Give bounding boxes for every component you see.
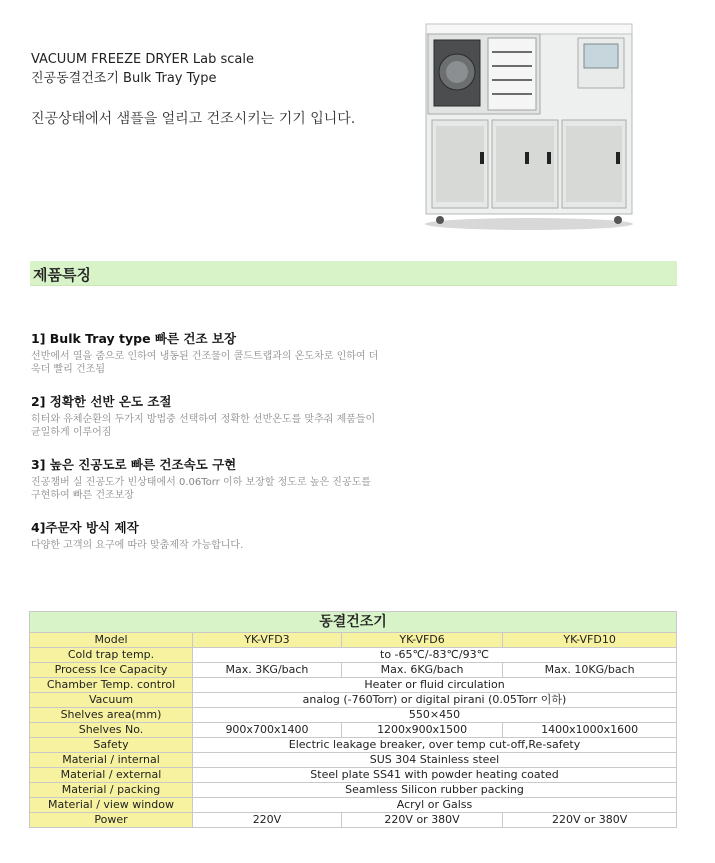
- row-label: Material / view window: [30, 798, 193, 813]
- model-header: YK-VFD6: [341, 633, 502, 648]
- feature-title: 2] 정확한 선반 온도 조절: [31, 394, 172, 409]
- feature-description: 진공챔버 실 진공도가 빈상태에서 0.06Torr 이하 보장할 정도로 높은 진공도를 구현하여 빠른 건조보장: [31, 477, 371, 501]
- row-value: Max. 10KG/bach: [503, 663, 677, 678]
- row-label: Process Ice Capacity: [30, 663, 193, 678]
- row-value: Heater or fluid circulation: [193, 678, 677, 693]
- row-label: Power: [30, 813, 193, 828]
- table-row: [30, 768, 677, 783]
- feature-item: [31, 456, 381, 502]
- row-label: Safety: [30, 738, 193, 753]
- row-value: 1200x900x1500: [341, 723, 502, 738]
- model-header: YK-VFD3: [193, 633, 342, 648]
- intro: [31, 50, 355, 129]
- table-row: [30, 783, 677, 798]
- row-label: Shelves area(mm): [30, 708, 193, 723]
- product-description: 진공상태에서 샘플을 얼리고 건조시키는 기기 입니다.: [31, 111, 356, 127]
- row-label: Material / external: [30, 768, 193, 783]
- row-value: Seamless Silicon rubber packing: [193, 783, 677, 798]
- spec-table: [29, 611, 677, 828]
- table-row: [30, 723, 677, 738]
- row-label: Material / internal: [30, 753, 193, 768]
- row-value: Max. 6KG/bach: [341, 663, 502, 678]
- row-value: 220V or 380V: [503, 813, 677, 828]
- row-value: 550×450: [193, 708, 677, 723]
- feature-item: [31, 330, 381, 376]
- table-row: [30, 693, 677, 708]
- feature-item: [31, 393, 381, 439]
- row-value: 900x700x1400: [193, 723, 342, 738]
- row-value: to -65℃/-83℃/93℃: [193, 648, 677, 663]
- table-title: 동결건조기: [30, 612, 677, 633]
- table-header-row: [30, 633, 677, 648]
- row-label: Material / packing: [30, 783, 193, 798]
- feature-list: [31, 330, 381, 569]
- table-row: [30, 738, 677, 753]
- row-value: 220V: [193, 813, 342, 828]
- row-value: analog (-760Torr) or digital pirani (0.05Torr 이하): [193, 693, 677, 708]
- table-title-row: [30, 612, 677, 633]
- table-row: [30, 708, 677, 723]
- product-title-en: VACUUM FREEZE DRYER Lab scale: [31, 52, 254, 67]
- feature-description: 히터와 유체순환의 두가지 방법중 선택하여 정확한 선반온도를 맞추줘 제품들이 균일하게 이루어짐: [31, 414, 376, 438]
- row-label: Shelves No.: [30, 723, 193, 738]
- model-header: YK-VFD10: [503, 633, 677, 648]
- section-header: [30, 261, 677, 286]
- row-value: 220V or 380V: [341, 813, 502, 828]
- feature-title: 1] Bulk Tray type 빠른 건조 보장: [31, 331, 237, 346]
- feature-item: [31, 519, 381, 552]
- section-title: 제품특징: [33, 266, 91, 284]
- row-value: Electric leakage breaker, over temp cut-off,Re-safety: [193, 738, 677, 753]
- table-row: [30, 678, 677, 693]
- row-value: 1400x1000x1600: [503, 723, 677, 738]
- feature-description: 선반에서 열을 줌으로 인하여 냉동된 건조물이 콜드트랩과의 온도차로 인하여 더욱더 빨리 건조됨: [31, 351, 379, 375]
- table-row: [30, 753, 677, 768]
- feature-title: 4]주문자 방식 제작: [31, 520, 139, 535]
- product-title-kr: 진공동결건조기 Bulk Tray Type: [31, 71, 217, 86]
- table-row: [30, 798, 677, 813]
- table-row: [30, 663, 677, 678]
- row-value: SUS 304 Stainless steel: [193, 753, 677, 768]
- feature-title: 3] 높은 진공도로 빠른 건조속도 구현: [31, 457, 237, 472]
- table-row: [30, 648, 677, 663]
- table-row: [30, 813, 677, 828]
- row-label: Chamber Temp. control: [30, 678, 193, 693]
- row-value: Max. 3KG/bach: [193, 663, 342, 678]
- row-value: Steel plate SS41 with powder heating coated: [193, 768, 677, 783]
- freeze-dryer-image: [418, 12, 640, 232]
- header-label: Model: [30, 633, 193, 648]
- row-label: Vacuum: [30, 693, 193, 708]
- row-label: Cold trap temp.: [30, 648, 193, 663]
- feature-description: 다양한 고객의 요구에 따라 맞춤제작 가능합니다.: [31, 540, 244, 551]
- row-value: Acryl or Galss: [193, 798, 677, 813]
